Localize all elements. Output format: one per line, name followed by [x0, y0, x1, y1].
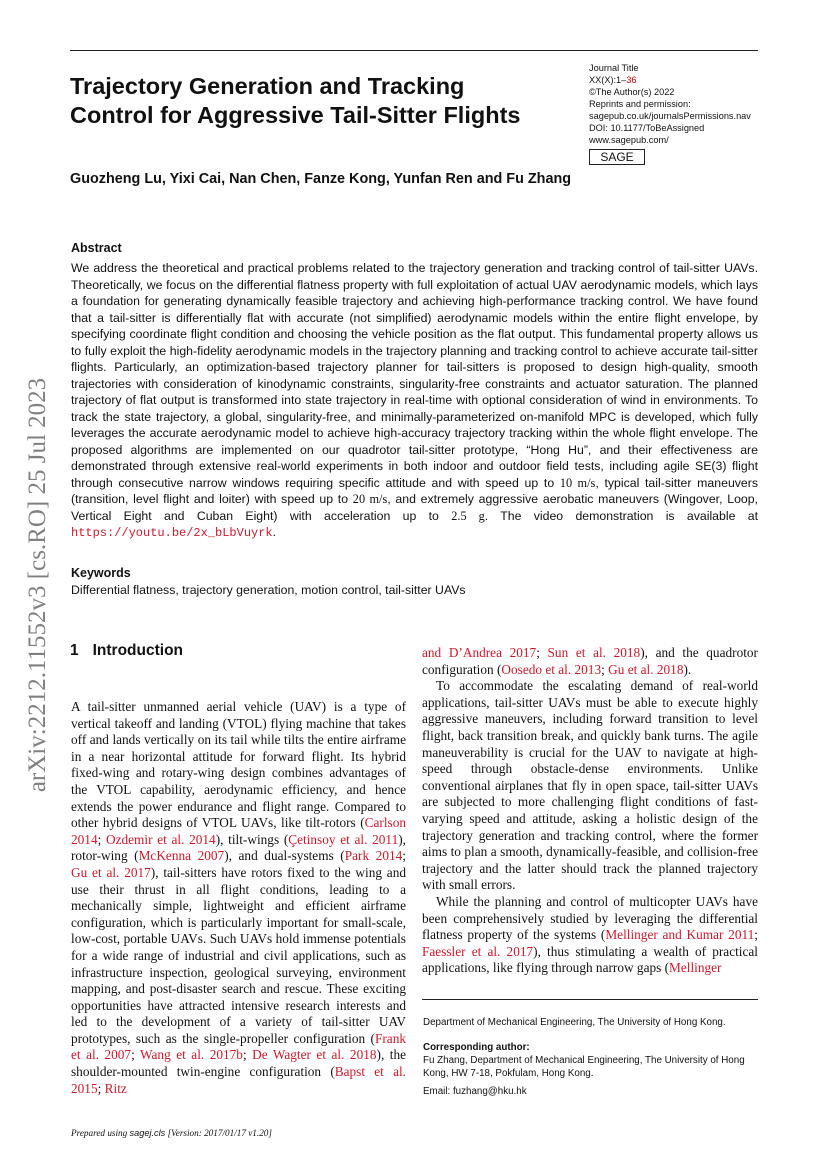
- citation-link[interactable]: Çetinsoy et al. 2011: [288, 831, 399, 847]
- citation-link[interactable]: Mellinger: [669, 960, 722, 976]
- citation-link[interactable]: Ritz: [104, 1080, 127, 1096]
- corresponding-email: Email: fuzhang@hku.hk: [423, 1086, 527, 1097]
- author-list: Guozheng Lu, Yixi Cai, Nan Chen, Fanze Kong, Yunfan Ren and Fu Zhang: [70, 171, 572, 187]
- sage-website: www.sagepub.com/: [589, 135, 669, 145]
- intro-paragraph-1: A tail-sitter unmanned aerial vehicle (UAV) is a type of vertical takeoff and landing (VTOL) flying machine that takes off and lands vertically on its tail while tilts the entire airframe in a near horizontal attitude for forward flight. Its hybrid fixed-wing and rotary-wing design combines advantages of the VTOL capability, aerodynamic efficiency, and hence extends the power endurance and flight range. Compared to other hybrid designs of VTOL UAVs, like tilt-rotors (Carlson 2014; Ozdemir et al. 2014), tilt-wings (Çetinsoy et al. 2011), rotor-wing (McKenna 2007), and dual-systems (Park 2014; Gu et al. 2017), tail-sitters have rotors fixed to the wing and use their thrust in all flight conditions, leading to a mechanically simple, lightweight and efficient airframe configuration, which is particularly important for small-scale, low-cost, portable UAVs. Such UAVs hold immense potentials for a wide range of industrial and civil applications, such as infrastructure inspection, geological surveying, environment mapping, and post-disaster search and rescue. These exciting opportunities have attracted intensive research interests and led to the development of a variety of tail-sitter UAV prototypes, such as the single-propeller configuration (Frank et al. 2007; Wang et al. 2017b; De Wagter et al. 2018), the shoulder-mounted twin-engine configuration (Bapst et al. 2015; Ritz: [71, 699, 407, 1096]
- prepared-using-note: Prepared using sagej.cls [Version: 2017/01/17 v1.20]: [71, 1128, 272, 1138]
- citation-link[interactable]: and D’Andrea 2017: [422, 645, 537, 660]
- speed-value-1: 10 m/s: [559, 475, 596, 490]
- reprints-label: Reprints and permission:: [589, 99, 691, 109]
- intro-paragraph-3: While the planning and control of multicopter UAVs have been comprehensively studied by leveraging the differential flatness property of the systems (Mellinger and Kumar 2011; Faessler et al. 2017), thus stimulating a wealth of practical applications, like flying through narrow gaps (Mellinger: [422, 893, 758, 976]
- corresponding-author-heading: Corresponding author:: [423, 1042, 530, 1053]
- journal-name: Journal Title: [589, 63, 639, 73]
- abstract-body: We address the theoretical and practical problems related to the trajectory generation and tracking control of tail-sitter UAVs. Theoretically, we focus on the differential flatness property with full exploitation of actual UAV aerodynamic models, which lays a foundation for generating dynamically feasible trajectory and achieving high-performance tracking control. We have found that a tail-sitter is differentially flat with accurate (not simplified) aerodynamic models within the entire flight envelope, by specifying coordinate flight condition and choosing the vehicle position as the flat output. This fundamental property allows us to fully exploit the high-fidelity aerodynamic models in the trajectory planning and tracking control to achieve accurate tail-sitter flights. Particularly, an optimization-based trajectory planner for tail-sitters is proposed to design high-quality, smooth trajectories with consideration of kinodynamic constraints, singularity-free constraints and actuator saturation. The planned trajectory of flat output is transformed into state trajectory in real-time with optional consideration of wind in environments. To track the state trajectory, a global, singularity-free, and minimally-parameterized on-manifold MPC is developed, which fully leverages the accurate aerodynamic model to achieve high-accuracy trajectory tracking within the whole flight envelope. The proposed algorithms are implemented on our quadrotor tail-sitter prototype, “Hong Hu”, and their effectiveness are demonstrated through extensive real-world experiments in both indoor and outdoor field tests, including agile SE(3) flight through consecutive narrow windows requiring specific attitude and with speed up to 10 m/s, typical tail-sitter maneuvers (transition, level flight and loiter) with speed up to 20 m/s, and extremely aggressive aerobatic maneuvers (Wingover, Loop, Vertical Eight and Cuban Eight) with acceleration up to 2.5 g. The video demonstration is available at https://youtu.be/2x_bLbVuyrk.: [71, 261, 759, 540]
- abstract-heading: Abstract: [71, 241, 122, 255]
- section-title: Introduction: [92, 642, 184, 659]
- citation-link[interactable]: Oosedo et al. 2013: [501, 661, 602, 677]
- arxiv-stamp-text: arXiv:2212.11552v3 [cs.RO] 25 Jul 2023: [24, 377, 51, 793]
- citation-link[interactable]: Carlson 2014: [71, 815, 406, 847]
- citation-link[interactable]: Gu et al. 2017: [71, 864, 151, 880]
- section-heading-introduction: [70, 642, 183, 660]
- sage-logo: SAGE: [589, 149, 645, 165]
- keywords-text: Differential flatness, trajectory generation, motion control, tail-sitter UAVs: [71, 583, 466, 597]
- citation-link[interactable]: Frank et al. 2007: [71, 1030, 406, 1063]
- intro-paragraph-1-cont: and D’Andrea 2017; Sun et al. 2018), and the quadrotor configuration (Oosedo et al. 2013; Gu et al. 2018).: [422, 645, 758, 677]
- citation-link[interactable]: Ozdemir et al. 2014: [105, 831, 216, 847]
- citation-link[interactable]: Wang et al. 2017b: [140, 1047, 243, 1063]
- citation-link[interactable]: Faessler et al. 2017: [422, 943, 534, 959]
- doi: DOI: 10.1177/ToBeAssigned: [589, 123, 705, 133]
- citation-link[interactable]: Mellinger and Kumar 2011: [605, 927, 755, 943]
- top-rule: [70, 50, 758, 51]
- video-link[interactable]: https://youtu.be/2x_bLbVuyrk: [71, 526, 273, 540]
- citation-link[interactable]: McKenna 2007: [138, 848, 225, 864]
- right-column: [422, 645, 758, 977]
- citation-link[interactable]: De Wagter et al. 2018: [252, 1047, 377, 1063]
- permissions-url: sagepub.co.uk/journalsPermissions.nav: [589, 111, 751, 121]
- citation-link[interactable]: Sun et al. 2018: [547, 645, 641, 660]
- copyright: ©The Author(s) 2022: [589, 87, 675, 97]
- paper-title: [70, 72, 570, 130]
- intro-paragraph-2: To accommodate the escalating demand of real-world applications, tail-sitter UAVs must be able to execute highly aggressive maneuvers, including forward transition to level flight, back transition break, and quickly bank turns. The agile maneuverability is crucial for the UAV to navigate at high-speed through obstacle-dense environments. Unlike conventional airplanes that fly in open space, tail-sitter UAVs are subjected to more challenging flight conditions of fast-varying speed and attitude, asking a holistic design of the trajectory generation and tracking control, where the former aims to plan a smooth, dynamically-feasible, and collision-free trajectory and the latter should track the planned trajectory with small errors.: [422, 678, 758, 893]
- affiliation: Department of Mechanical Engineering, The University of Hong Kong.: [423, 1017, 726, 1028]
- keywords-heading: Keywords: [71, 566, 131, 580]
- acceleration-value: 2.5 g: [451, 508, 485, 523]
- left-column: [71, 699, 406, 1097]
- footnote-rule: [422, 999, 758, 1000]
- citation-link[interactable]: Bapst et al. 2015: [71, 1064, 407, 1096]
- page-count-link[interactable]: 36: [626, 75, 637, 85]
- journal-volume: XX(X):1–36: [589, 75, 637, 85]
- citation-link[interactable]: Park 2014: [344, 848, 403, 864]
- journal-meta: [589, 62, 769, 146]
- title-line-1: Trajectory Generation and Tracking: [70, 73, 465, 99]
- section-number: 1: [70, 642, 79, 659]
- citation-link[interactable]: Gu et al. 2018: [608, 661, 684, 677]
- corresponding-author-address: Fu Zhang, Department of Mechanical Engineering, The University of Hong Kong, HW 7-18, Pokfulam, Hong Kong.: [423, 1055, 745, 1079]
- title-line-2: Control for Aggressive Tail-Sitter Flights: [70, 102, 521, 128]
- class-file-name: sagej.cls: [129, 1128, 166, 1138]
- speed-value-2: 20 m/s: [352, 492, 388, 506]
